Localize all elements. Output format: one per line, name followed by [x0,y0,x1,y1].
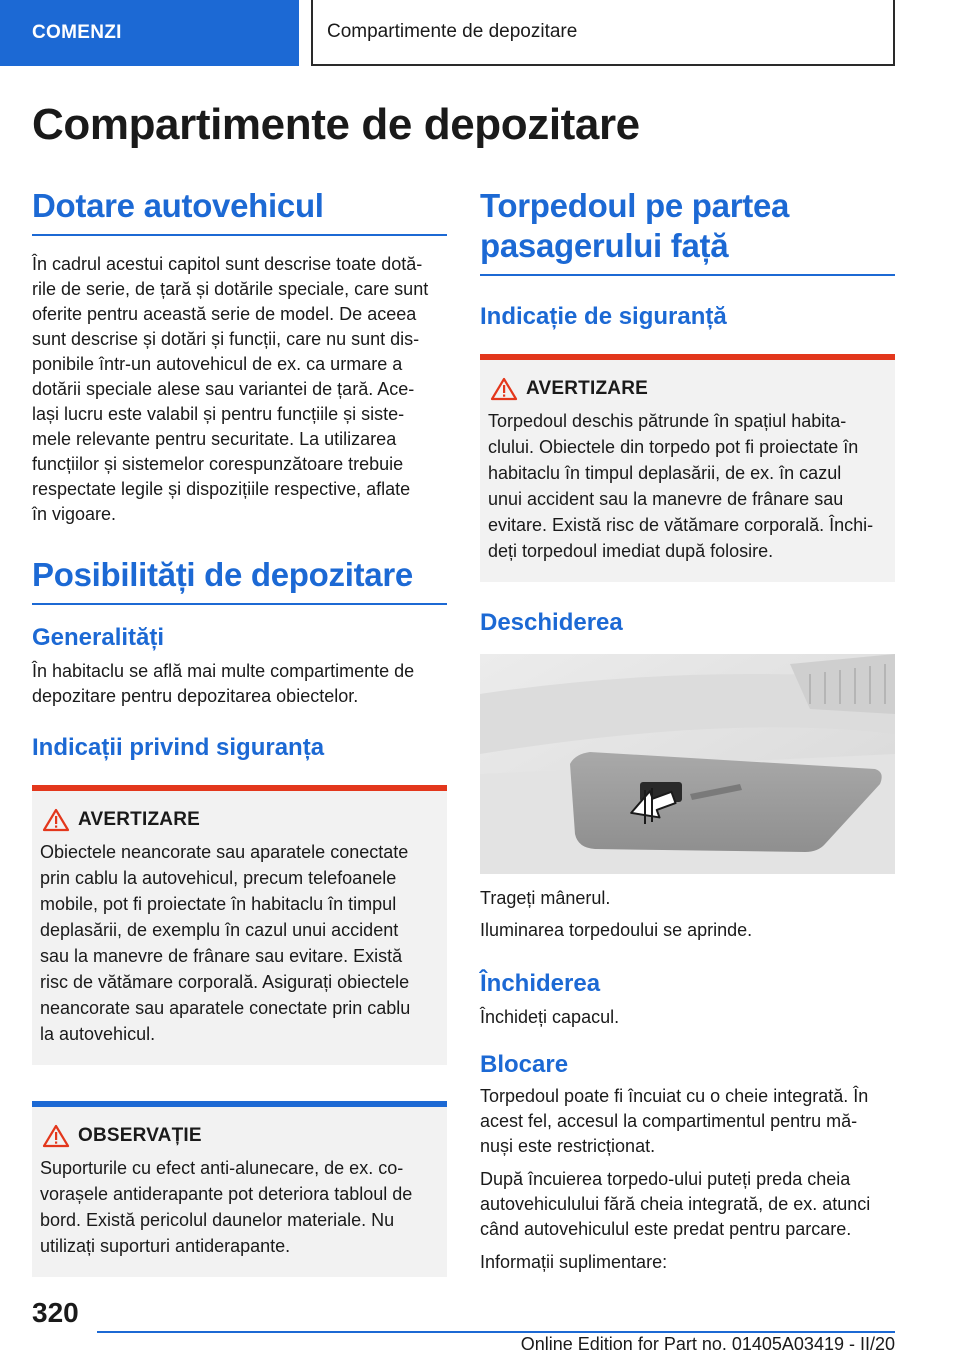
text-line: Torpedoul poate fi încuiat cu o cheie integrată. În [480,1086,869,1106]
warning-box [32,785,447,1065]
text-line: mele relevante pentru securitate. La utilizarea [32,429,397,449]
heading-blocare: Blocare [480,1051,569,1078]
text-line: funcțiilor și sistemelor corespunzătoare trebuie [32,454,404,474]
text-line: Obiectele neancorate sau aparatele conectate [40,842,409,862]
text-line: clului. Obiectele din torpedo pot fi proiectate în [488,437,859,457]
step-pull-handle: Trageți mânerul. [480,888,611,908]
text-line: oferite pentru această serie de model. De aceea [32,304,417,324]
right-column [480,186,895,1275]
text-line: habitaclu în timpul deplasării, de ex. în cazul [488,463,842,483]
heading-dotare: Dotare autovehicul [32,186,447,236]
text-line: După încuierea torpedo-ului puteți preda cheia [480,1169,851,1189]
text-line: Torpedoul deschis pătrunde în spațiul habita‐ [488,411,847,431]
warning-triangle-icon [40,807,74,833]
text-line: sau la manevre de frânare sau evitare. Există [40,946,403,966]
text-line: depozitare pentru depozitarea obiectelor. [32,686,359,706]
note-box [32,1101,447,1277]
text-line: acest fel, accesul la compartimentul pentru mă‐ [480,1111,858,1131]
text-line: Suporturile cu efect anti-alunecare, de ex. co‐ [40,1158,404,1178]
note-label: OBSERVAȚIE [78,1125,202,1146]
heading-inchiderea: Închiderea [480,970,601,997]
text-line: deplasării, de exemplu în cazul unui accident [40,920,399,940]
section-tab: COMENZI [0,0,299,66]
left-column [32,186,447,1277]
text-line: vorașele antiderapante pot deteriora tabloul de [40,1184,413,1204]
heading-generalitati: Generalități [32,624,165,651]
inchiderea-text: Închideți capacul. [480,1007,620,1027]
text-line: utilizați suporturi antiderapante. [40,1236,291,1256]
heading-siguranta: Indicație de siguranță [480,303,727,330]
text-line: respectate legile și dispozițiile respective, aflate [32,479,411,499]
glovebox-photo [480,654,895,874]
page-header [0,0,960,66]
text-line: în vigoare. [32,504,117,524]
text-line: neancorate sau aparatele conectate prin cablu [40,998,411,1018]
generalitati-paragraph [32,659,447,709]
dotare-paragraph [32,252,447,527]
heading-indicatii: Indicații privind siguranța [32,734,325,761]
heading-torpedo [480,186,895,276]
warning-triangle-icon [40,1123,74,1149]
warning-header [40,805,439,835]
text-line: bord. Există pericolul daunelor materiale. Nu [40,1210,395,1230]
heading-line: pasagerului față [480,227,729,264]
blocare-paragraph-1 [480,1084,895,1159]
warning-text [488,408,887,564]
text-line: la autovehicul. [40,1024,156,1044]
page-number: 320 [32,1297,79,1328]
text-line: deți torpedoul imediat după folosire. [488,541,774,561]
text-line: nuși este restricționat. [480,1136,656,1156]
text-line: În habitaclu se află mai multe compartimente de [32,661,415,681]
text-line: unui accident sau la manevre de frânare sau [488,489,844,509]
text-line: prin cablu la autovehicul, precum telefoanele [40,868,397,888]
text-line: ponibile într-un autovehicul de ex. ca urmare a [32,354,403,374]
text-line: dotării speciale alese sau variantei de țară. Ace‐ [32,379,415,399]
text-line: risc de vătămare corporală. Asigurați obiectele [40,972,410,992]
text-line: lași lucru este valabil și pentru funcțiile și siste‐ [32,404,405,424]
heading-line: Torpedoul pe partea [480,187,790,224]
note-text [40,1155,439,1259]
chapter-title: Compartimente de depozitare [311,0,895,66]
text-line: mobile, pot fi proiectate în habitaclu în timpul [40,894,397,914]
text-line: În cadrul acestui capitol sunt descrise toate dotă‐ [32,254,423,274]
warning-text [40,839,439,1047]
blocare-paragraph-3: Informații suplimentare: [480,1252,668,1272]
text-line: evitare. Există risc de vătămare corporală. Închi‐ [488,515,874,535]
text-line: rile de serie, de țară și dotările speciale, care sunt [32,279,429,299]
text-line: când autovehiculul este predat pentru parcare. [480,1219,852,1239]
heading-posibilitati: Posibilități de depozitare [32,555,447,605]
blocare-paragraph-2 [480,1167,895,1242]
text-line: sunt descrise și dotări și funcții, care nu sunt dis‐ [32,329,420,349]
warning-triangle-icon [488,376,522,402]
note-header [40,1121,439,1151]
text-line: autovehiculului fără cheia integrată, de ex. atunci [480,1194,871,1214]
step-light-on: Iluminarea torpedoului se aprinde. [480,920,753,940]
warning-box [480,354,895,582]
warning-header [488,374,887,404]
warning-label: AVERTIZARE [78,809,200,830]
heading-deschiderea: Deschiderea [480,609,623,636]
page-title: Compartimente de depozitare [32,100,640,149]
edition-text: Online Edition for Part no. 01405A03419 - II/20 [520,1334,895,1354]
warning-label: AVERTIZARE [526,378,648,399]
footer-divider [97,1331,895,1333]
